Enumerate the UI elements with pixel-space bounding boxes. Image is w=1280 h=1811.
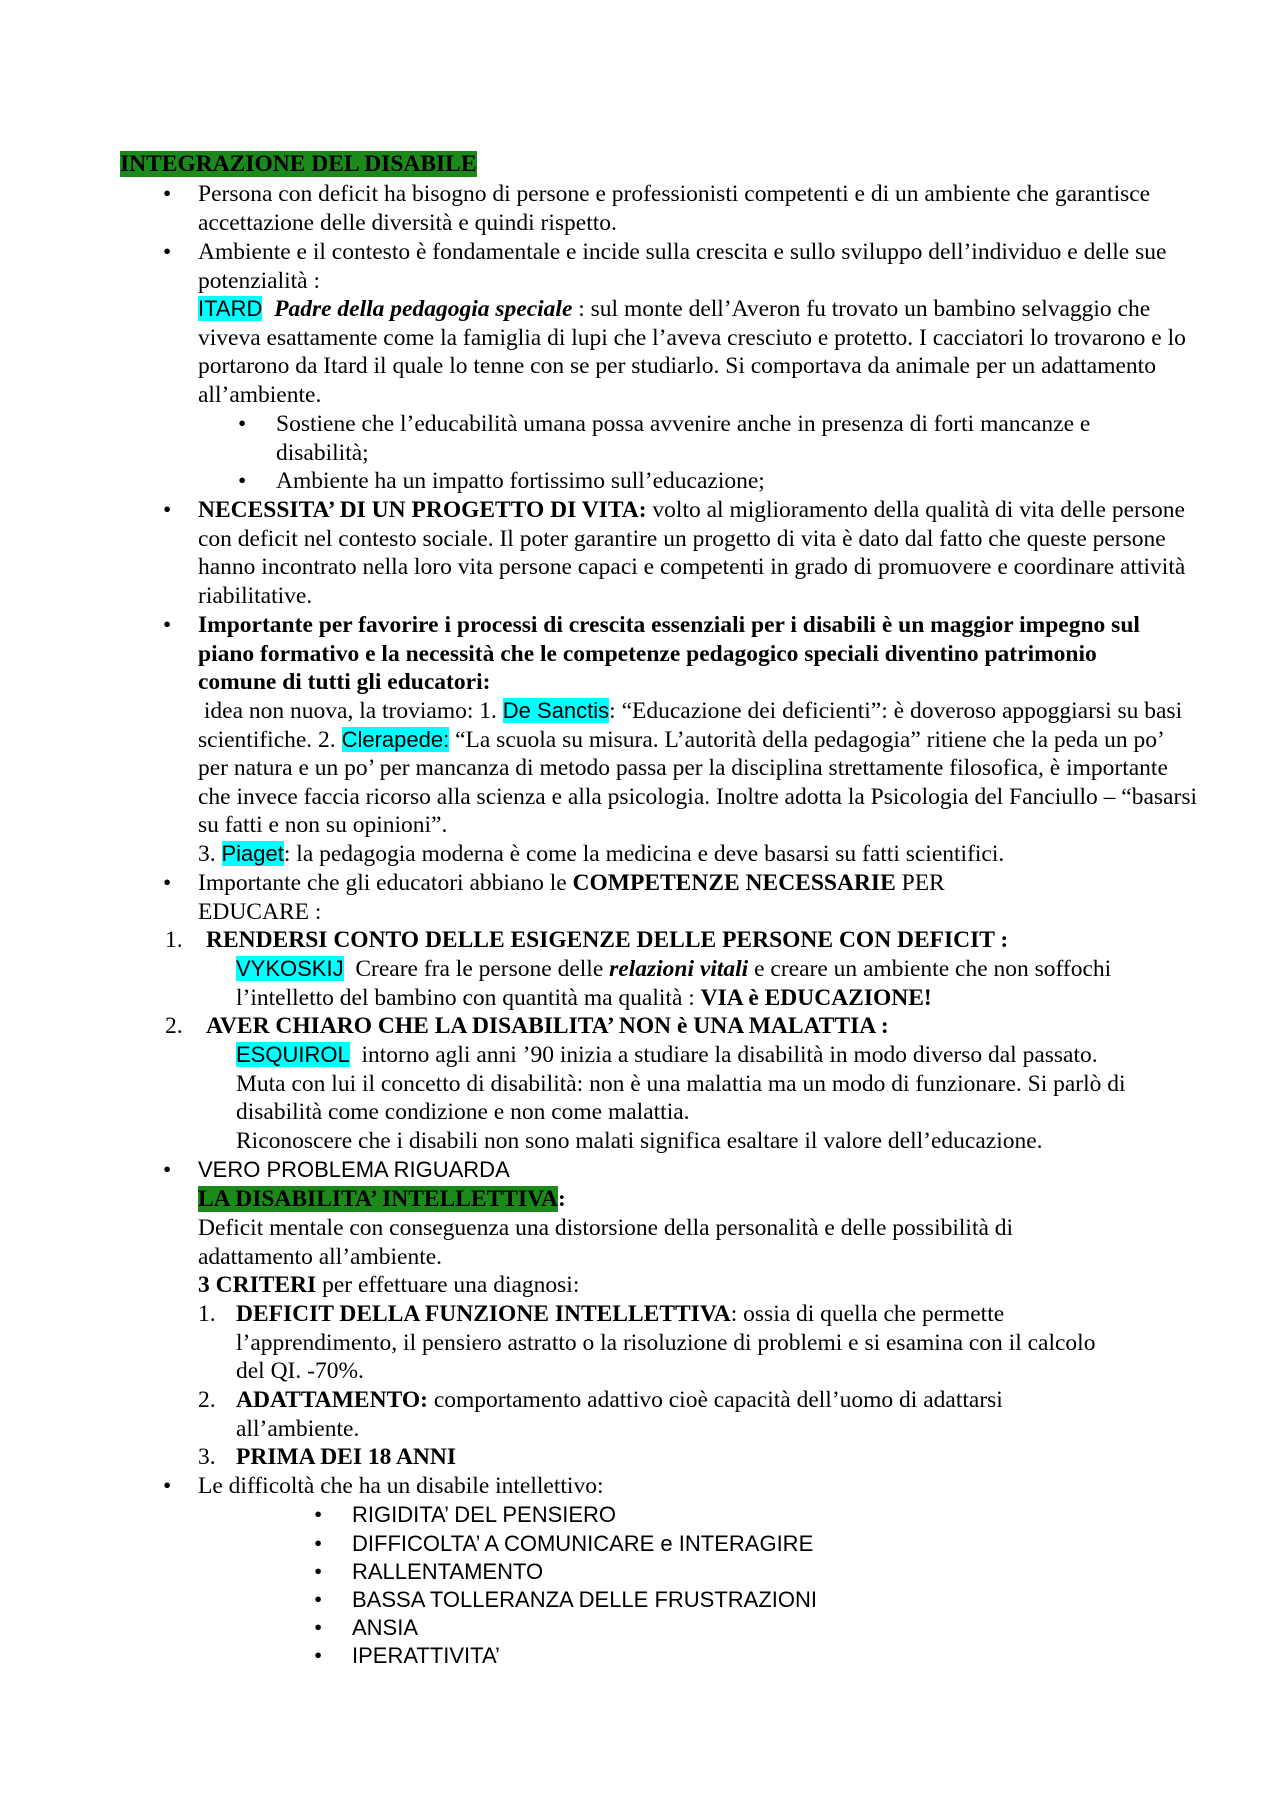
piaget-num: 3. xyxy=(198,841,216,867)
criterio-num-1: 1. xyxy=(198,1301,216,1327)
paragraph-itard xyxy=(198,295,1198,409)
itard-sub-ambiente: Ambiente ha un impatto fortissimo sull’educazione; xyxy=(276,468,765,494)
sub-bullet-dot: • xyxy=(314,1643,323,1669)
vero-problema-label: VERO PROBLEMA RIGUARDA xyxy=(198,1157,510,1182)
bullet-dot: • xyxy=(163,497,172,523)
paragraph-deficit-mentale: Deficit mentale con conseguenza una distorsione della personalità e delle possibilità di adattamento all’ambiente. xyxy=(198,1215,1014,1270)
document-heading xyxy=(120,150,477,179)
criterio-2-text: comportamento adattivo cioè capacità dell’uomo di adattarsi all’ambiente. xyxy=(236,1387,1003,1442)
idea-intro: idea non nuova, la troviamo: 1. xyxy=(203,698,497,724)
criteri-bold: 3 CRITERI xyxy=(198,1272,317,1298)
itard-sub-educabilita: Sostiene che l’educabilità umana possa avvenire anche in presenza di forti mancanze e disabilità; xyxy=(276,411,1091,466)
esquirol-text: intorno agli anni ’90 inizia a studiare la disabilità in modo diverso dal passato. Muta con lui il concetto di disabilità: non è una malattia ma un modo di funzionare. Si parlò di disabilità come condizione e non come malattia. xyxy=(236,1042,1126,1126)
disabilita-colon: : xyxy=(558,1186,566,1212)
difficolta-label: Le difficoltà che ha un disabile intellettivo: xyxy=(198,1473,604,1499)
competenze-post-1: PER xyxy=(901,870,945,896)
sub-bullet-dot: • xyxy=(238,468,247,494)
bullet-dot: • xyxy=(163,1473,172,1499)
criterio-3: PRIMA DEI 18 ANNI xyxy=(236,1444,457,1470)
criterio-1-text: : ossia di quella che permette l’apprendimento, il pensiero astratto o la risoluzione di problemi e si esamina con il calcolo del QI. -70%. xyxy=(236,1301,1096,1385)
criterio-2-bold: ADATTAMENTO: xyxy=(236,1387,428,1413)
heading-highlight: INTEGRAZIONE DEL DISABILE xyxy=(120,151,477,177)
bullet-dot: • xyxy=(163,870,172,896)
vykoskij-text-a: Creare fra le persone delle xyxy=(355,956,604,982)
vykoskij-text-b: relazioni vitali xyxy=(609,956,749,982)
name-vykoskij: VYKOSKIJ xyxy=(236,956,344,981)
bullet-dot: • xyxy=(163,612,172,638)
paragraph-esquirol xyxy=(236,1041,1146,1127)
paragraph-de-sanctis-clerapede xyxy=(198,697,1198,840)
name-piaget: Piaget xyxy=(221,841,284,866)
competenze-bold: COMPETENZE NECESSARIE xyxy=(572,870,896,896)
item-1-title: RENDERSI CONTO DELLE ESIGENZE DELLE PERSONE CON DEFICIT : xyxy=(206,927,1009,953)
name-de-sanctis: De Sanctis xyxy=(502,698,610,723)
paragraph-piaget xyxy=(198,840,1198,869)
bullet-dot: • xyxy=(163,1157,172,1183)
paragraph-ambiente-contesto: Ambiente e il contesto è fondamentale e incide sulla crescita e sullo sviluppo dell’individuo e delle sue potenzialità : xyxy=(198,239,1167,294)
progetto-label: NECESSITA’ DI UN PROGETTO DI VITA: xyxy=(198,497,647,523)
difficolta-item: RALLENTAMENTO xyxy=(352,1559,544,1584)
criterio-1-bold: DEFICIT DELLA FUNZIONE INTELLETTIVA xyxy=(236,1301,731,1327)
vero-problema-heading xyxy=(198,1185,1198,1214)
criterio-num-3: 3. xyxy=(198,1444,216,1470)
clerapede-text: “La scuola su misura. L’autorità della pedagogia” ritiene che la peda un po’ per natura e un po’ per mancanza di metodo passa per la disciplina strettamente filosofica, è importante che invece faccia ricorso alla scienza e alla psicologia. Inoltre adotta la Psicologia del Fanciullo – “basarsi su fatti e non su opinioni”. xyxy=(198,726,1197,839)
paragraph-vykoskij xyxy=(236,955,1136,1012)
criterio-2 xyxy=(236,1386,1126,1443)
sub-bullet-dot: • xyxy=(314,1615,323,1641)
name-itard: ITARD xyxy=(198,296,263,321)
paragraph-progetto-di-vita xyxy=(198,496,1198,610)
criteri-text: per effettuare una diagnosi: xyxy=(322,1272,580,1298)
criterio-1 xyxy=(236,1300,1126,1386)
sub-bullet-dot: • xyxy=(314,1502,323,1528)
sub-bullet-dot: • xyxy=(314,1531,323,1557)
competenze-pre: Importante che gli educatori abbiano le xyxy=(198,870,567,896)
item-2-title: AVER CHIARO CHE LA DISABILITA’ NON è UNA MALATTIA : xyxy=(206,1013,889,1039)
paragraph-competenze xyxy=(198,869,1198,898)
itard-title: Padre della pedagogia speciale xyxy=(274,296,573,322)
sub-bullet-dot: • xyxy=(238,411,247,437)
de-sanctis-text: : “Educazione dei deficienti”: è doveroso appoggiarsi su basi scientifiche. 2. xyxy=(198,698,1183,753)
paragraph-persona-deficit: Persona con deficit ha bisogno di persone e professionisti competenti e di un ambiente che garantisce accettazione delle diversità e quindi rispetto. xyxy=(198,181,1151,236)
bullet-dot: • xyxy=(163,181,172,207)
paragraph-importante: Importante per favorire i processi di crescita essenziali per i disabili è un maggior impegno sul piano formativo e la necessità che le competenze pedagogico speciali diventino patrimonio comune di tutti gli educatori: xyxy=(198,612,1140,696)
vykoskij-text-c: e creare un ambiente che non soffochi l’intelletto del bambino con quantità ma qualità : xyxy=(236,956,1112,1011)
numbered-2: 2. xyxy=(165,1013,183,1039)
difficolta-item: RIGIDITA’ DEL PENSIERO xyxy=(352,1502,617,1527)
sub-bullet-dot: • xyxy=(314,1587,323,1613)
difficolta-item: ANSIA xyxy=(352,1615,419,1640)
disabilita-intellettiva-highlight: LA DISABILITA’ INTELLETTIVA xyxy=(198,1186,559,1212)
name-clerapede: Clerapede: xyxy=(341,726,450,752)
piaget-text: : la pedagogia moderna è come la medicina e deve basarsi su fatti scientifici. xyxy=(283,841,1005,867)
competenze-educare: EDUCARE : xyxy=(198,899,322,925)
progetto-text: volto al miglioramento della qualità di vita delle persone con deficit nel contesto sociale. Il poter garantire un progetto di vita è dato dal fatto che queste persone hanno incontrato nella loro vita persone capaci e competenti in grado di promuovere e coordinare attività riabilitative. xyxy=(198,497,1186,609)
difficolta-item: DIFFICOLTA’ A COMUNICARE e INTERAGIRE xyxy=(352,1531,814,1556)
name-esquirol: ESQUIROL xyxy=(236,1042,350,1067)
paragraph-3-criteri xyxy=(198,1271,1198,1300)
esquirol-text-2: Riconoscere che i disabili non sono malati significa esaltare il valore dell’educazione. xyxy=(236,1128,1043,1154)
itard-text: : sul monte dell’Averon fu trovato un bambino selvaggio che viveva esattamente come la famiglia di lupi che l’aveva cresciuto e protetto. I cacciatori lo trovarono e lo portarono da Itard il quale lo tenne con se per studiarlo. Si comportava da animale per un adattamento all’ambiente. xyxy=(198,296,1186,408)
vykoskij-text-d: VIA è EDUCAZIONE! xyxy=(700,984,932,1011)
criterio-num-2: 2. xyxy=(198,1387,216,1413)
sub-bullet-dot: • xyxy=(314,1559,323,1585)
numbered-1: 1. xyxy=(165,927,183,953)
difficolta-item: IPERATTIVITA’ xyxy=(352,1643,500,1668)
bullet-dot: • xyxy=(163,239,172,265)
difficolta-item: BASSA TOLLERANZA DELLE FRUSTRAZIONI xyxy=(352,1587,817,1612)
